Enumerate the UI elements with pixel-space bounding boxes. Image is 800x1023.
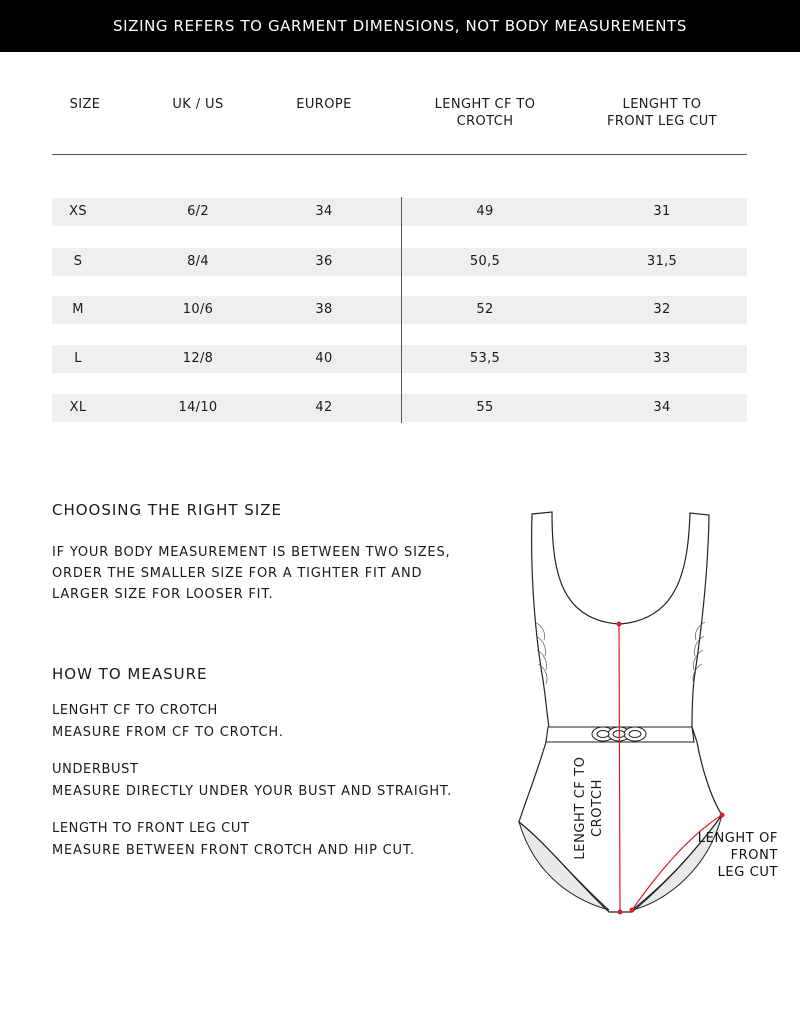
header-cf-line2: CROTCH [456, 114, 514, 129]
leg-label-line3: LEG CUT [717, 865, 778, 880]
leg-measure-label [688, 830, 778, 881]
cell-uk-us: 8/4 [187, 254, 209, 269]
left-gathers [535, 622, 547, 684]
header-europe: EUROPE [296, 97, 352, 112]
header-divider [52, 154, 747, 155]
cell-size: M [72, 302, 84, 317]
header-uk-us: UK / US [172, 97, 224, 112]
measure-dot [618, 910, 623, 915]
cell-cf: 53,5 [469, 351, 501, 366]
header-length-front-leg [582, 96, 742, 130]
cell-cf: 50,5 [469, 254, 501, 269]
table-row [52, 198, 747, 226]
cell-europe: 42 [315, 400, 333, 415]
table-row [52, 296, 747, 324]
cell-cf: 49 [476, 204, 494, 219]
leg-label-line2: FRONT [730, 848, 778, 863]
measure-item-desc: MEASURE BETWEEN FRONT CROTCH AND HIP CUT. [52, 843, 415, 858]
top-banner [0, 0, 800, 52]
measure-item-title: UNDERBUST [52, 762, 139, 777]
header-length-cf-crotch [405, 96, 565, 130]
cell-size: L [74, 351, 82, 366]
measure-item-desc: MEASURE DIRECTLY UNDER YOUR BUST AND STRAIGHT. [52, 784, 453, 799]
measure-item-desc: MEASURE FROM CF TO CROTCH. [52, 725, 284, 740]
choosing-text [52, 542, 450, 605]
measure-dot [720, 813, 725, 818]
cell-europe: 34 [315, 204, 333, 219]
cf-label-line2: CROTCH [590, 779, 605, 837]
header-cf-line1: LENGHT CF TO [434, 97, 536, 112]
cell-size: XL [69, 400, 87, 415]
choosing-line2: ORDER THE SMALLER SIZE FOR A TIGHTER FIT AND [52, 566, 423, 581]
measure-dot [630, 908, 635, 913]
header-size: SIZE [69, 97, 101, 112]
cell-leg: 31,5 [646, 254, 678, 269]
header-leg-line1: LENGHT TO [622, 97, 702, 112]
cell-cf: 55 [476, 400, 494, 415]
measure-item-title: LENGTH TO FRONT LEG CUT [52, 821, 250, 836]
cell-cf: 52 [476, 302, 494, 317]
cell-uk-us: 12/8 [182, 351, 214, 366]
cell-uk-us: 14/10 [178, 400, 218, 415]
cell-europe: 38 [315, 302, 333, 317]
choosing-title: CHOOSING THE RIGHT SIZE [52, 501, 282, 519]
cell-leg: 32 [653, 302, 671, 317]
cell-size: XS [69, 204, 87, 219]
cell-europe: 40 [315, 351, 333, 366]
cell-size: S [73, 254, 83, 269]
cf-measure-line [619, 624, 620, 912]
cell-leg: 34 [653, 400, 671, 415]
cell-europe: 36 [315, 254, 333, 269]
cell-leg: 33 [653, 351, 671, 366]
column-divider [401, 197, 402, 423]
choosing-line1: IF YOUR BODY MEASUREMENT IS BETWEEN TWO SIZES, [52, 545, 451, 560]
measure-title: HOW TO MEASURE [52, 665, 208, 683]
cell-leg: 31 [653, 204, 671, 219]
table-row [52, 345, 747, 373]
cell-uk-us: 6/2 [187, 204, 209, 219]
measure-item-title: LENGHT CF TO CROTCH [52, 703, 218, 718]
table-row [52, 394, 747, 422]
header-leg-line2: FRONT LEG CUT [607, 114, 717, 129]
banner-text: SIZING REFERS TO GARMENT DIMENSIONS, NOT BODY MEASUREMENTS [113, 17, 687, 35]
leg-label-line1: LENGHT OF [697, 831, 778, 846]
table-row [52, 248, 747, 276]
measure-dot [617, 622, 622, 627]
cell-uk-us: 10/6 [182, 302, 214, 317]
cf-measure-label [572, 748, 606, 868]
cf-label-line1: LENGHT CF TO [573, 756, 588, 860]
choosing-line3: LARGER SIZE FOR LOOSER FIT. [52, 587, 274, 602]
